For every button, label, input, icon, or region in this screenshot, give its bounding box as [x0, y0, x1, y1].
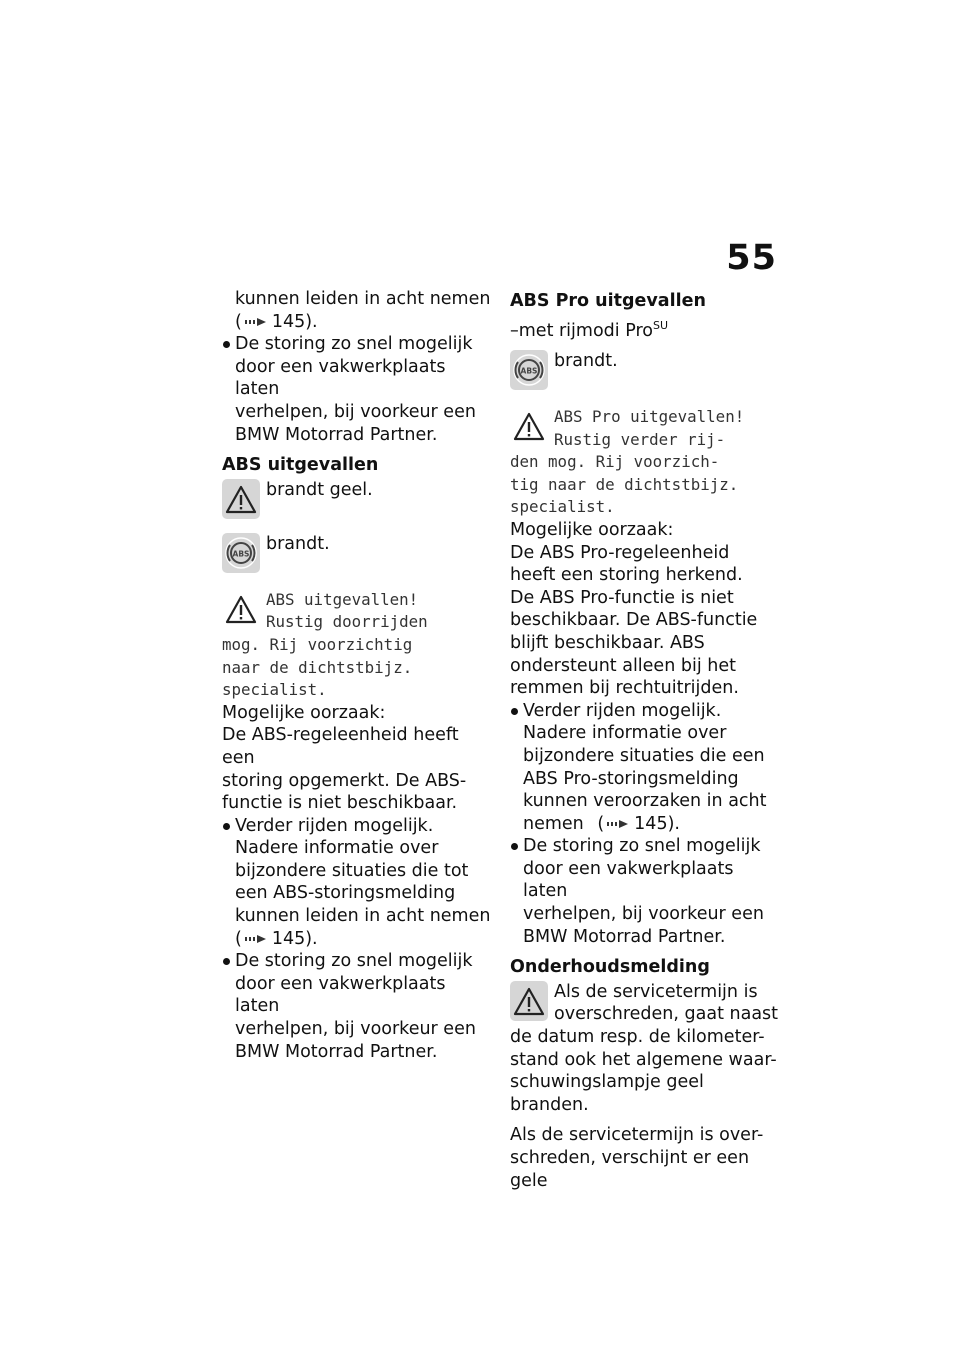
page-reference-arrow-icon [606, 817, 632, 831]
abs-warning-icon [510, 350, 548, 390]
section-heading-abs: ABS uitgevallen [222, 455, 379, 476]
display-message: ABS Pro uitgevallen! Rustig verder rij- den mog. Rij voorzich- tig naar de dichtstbijz. specialist. [510, 407, 745, 517]
cause-label: Mogelijke oorzaak: [510, 519, 674, 540]
warning-triangle-icon [510, 406, 548, 446]
page-reference-link[interactable]: 145). [634, 813, 680, 834]
warning-triangle-icon [222, 589, 260, 629]
right-column [510, 288, 780, 1192]
section-heading-service: Onderhoudsmelding [510, 957, 710, 978]
page-reference-link[interactable]: 145). [271, 928, 318, 949]
list-item: Verder rijden mogelijk. Nadere informatie over bijzondere situaties die tot een ABS-storingsmelding kunnen leiden in acht nemen ( 145). [222, 815, 492, 951]
list-item: De storing zo snel mogelijk door een vakwerkplaats laten verhelpen, bij voorkeur een BMW Motorrad Partner. [222, 333, 492, 446]
abs-icon-label: ABS [232, 549, 250, 559]
abs-icon-label: ABS [520, 366, 538, 376]
display-message: ABS uitgevallen! Rustig doorrijden mog. Rij voorzichtig naar de dichtstbijz. specialist. [222, 589, 428, 700]
page-reference-link[interactable]: 145). [271, 311, 318, 332]
continued-text: kunnen leiden in acht nemen ( 145). [235, 289, 491, 332]
subheading-riding-modes: –met rijmodi Pro$^{SU}$ [510, 318, 669, 341]
warning-triangle-icon [510, 981, 548, 1021]
cause-text: De ABS-regeleenheid heeft een storing opgemerkt. De ABS- functie is niet beschikbaar. [222, 725, 467, 814]
list-item: De storing zo snel mogelijk door een vakwerkplaats laten verhelpen, bij voorkeur een BMW Motorrad Partner. [222, 950, 492, 1063]
page-number: 55 [726, 238, 777, 278]
cause-text: De ABS Pro-regeleenheid heeft een storing herkend. De ABS Pro-functie is niet beschikbaar. De ABS-functie blijft beschikbaar. ABS ondersteunt alleen bij het remmen bij rechtuitrijden. [510, 542, 758, 699]
warning-triangle-icon [222, 479, 260, 519]
list-item: De storing zo snel mogelijk door een vakwerkplaats laten verhelpen, bij voorkeur een BMW Motorrad Partner. [510, 835, 780, 948]
section-heading-abs-pro: ABS Pro uitgevallen [510, 291, 706, 311]
abs-light-row: ABS brandt. [510, 350, 780, 396]
warning-light-row: brandt geel. [222, 479, 492, 525]
abs-light-row: ABS brandt. [222, 533, 492, 579]
page-reference-arrow-icon [244, 932, 270, 946]
abs-warning-icon [222, 533, 260, 573]
cause-label: Mogelijke oorzaak: [222, 702, 386, 723]
left-column [222, 288, 492, 1063]
page-reference-arrow-icon [244, 315, 270, 329]
service-warning-text: Als de servicetermijn is overschreden, gaat naast de datum resp. de kilometer- stand ook het algemene waar- schuwingslampje geel branden. [510, 981, 779, 1115]
list-item: Verder rijden mogelijk. Nadere informatie over bijzondere situaties die een ABS Pro-storingsmelding kunnen veroorzaken in acht nemen ( 145). [510, 700, 780, 836]
service-paragraph: Als de servicetermijn is over- schreden, verschijnt er een gele [510, 1125, 764, 1191]
